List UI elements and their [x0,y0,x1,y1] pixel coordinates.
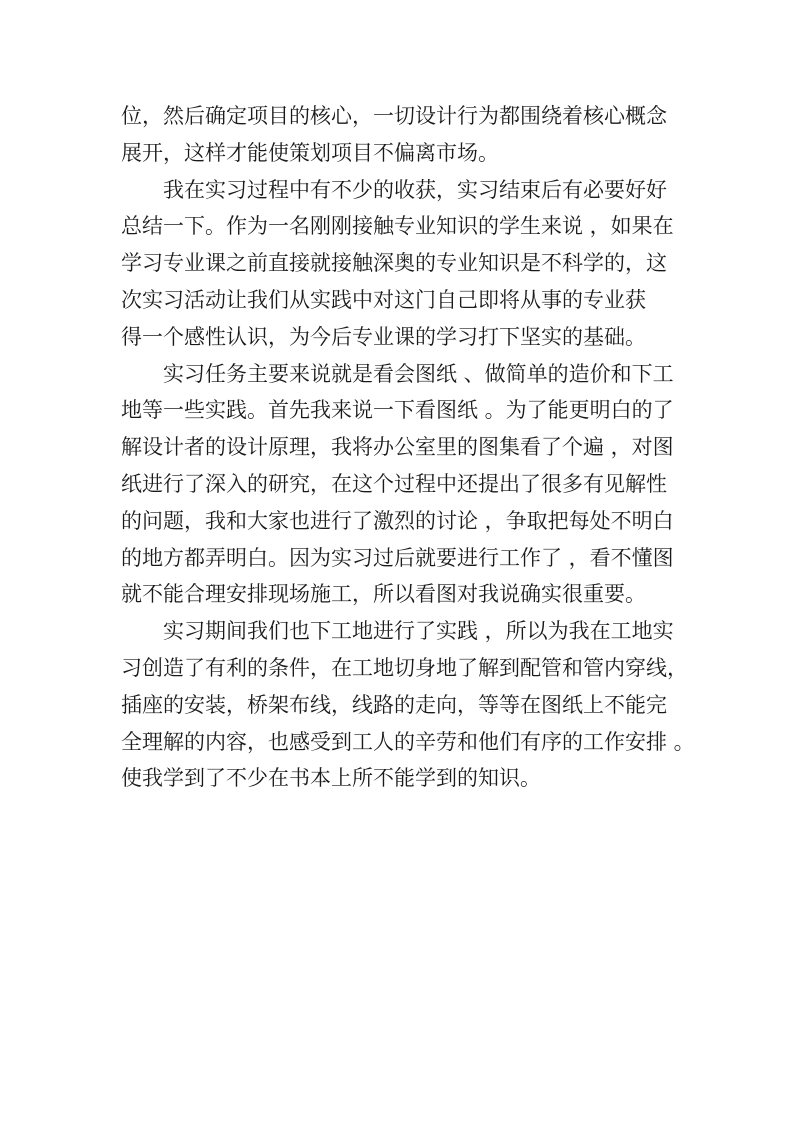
paragraph-2 [121,172,677,356]
text-line: 全理解的内容，也感受到工人的辛劳和他们有序的工作安排 。 [121,729,695,754]
text-line: 纸进行了深入的研究，在这个过程中还提出了很多有见解性 [121,471,667,496]
document-body [121,98,695,797]
text-line: 得一个感性认识，为今后专业课的学习打下坚实的基础。 [121,324,646,349]
text-line: 的问题，我和大家也进行了激烈的讨论 ，争取把每处不明白 [121,508,674,533]
text-line: 实习期间我们也下工地进行了实践 ，所以为我在工地实 [163,619,674,644]
text-line: 展开，这样才能使策划项目不偏离市场。 [121,140,499,165]
text-line: 实习任务主要来说就是看会图纸 、做简单的造价和下工 [163,361,674,386]
text-line: 学习专业课之前直接就接触深奥的专业知识是不科学的，这 [121,251,667,276]
paragraph-4 [121,613,695,797]
text-line: 的地方都弄明白。因为实习过后就要进行工作了 ，看不懂图 [121,545,674,570]
text-line: 解设计者的设计原理，我将办公室里的图集看了个遍 ，对图 [121,435,674,460]
paragraph-1 [121,98,677,172]
paragraph-3 [121,356,677,614]
text-line: 我在实习过程中有不少的收获，实习结束后有必要好好 [163,177,667,202]
text-line: 使我学到了不少在书本上所不能学到的知识。 [121,766,541,791]
text-line: 总结一下。作为一名刚刚接触专业知识的学生来说 ，如果在 [121,214,674,239]
text-line: 就不能合理安排现场施工，所以看图对我说确实很重要。 [121,582,646,607]
text-line: 位，然后确定项目的核心，一切设计行为都围绕着核心概念 [121,104,667,128]
text-line: 次实习活动让我们从实践中对这门自己即将从事的专业获 [121,287,646,312]
text-line: 插座的安装，桥架布线，线路的走向，等等在图纸上不能完 [121,692,667,717]
text-line: 地等一些实践。首先我来说一下看图纸 。为了能更明白的了 [121,398,674,423]
text-line: 习创造了有利的条件，在工地切身地了解到配管和管内穿线， [121,655,688,680]
